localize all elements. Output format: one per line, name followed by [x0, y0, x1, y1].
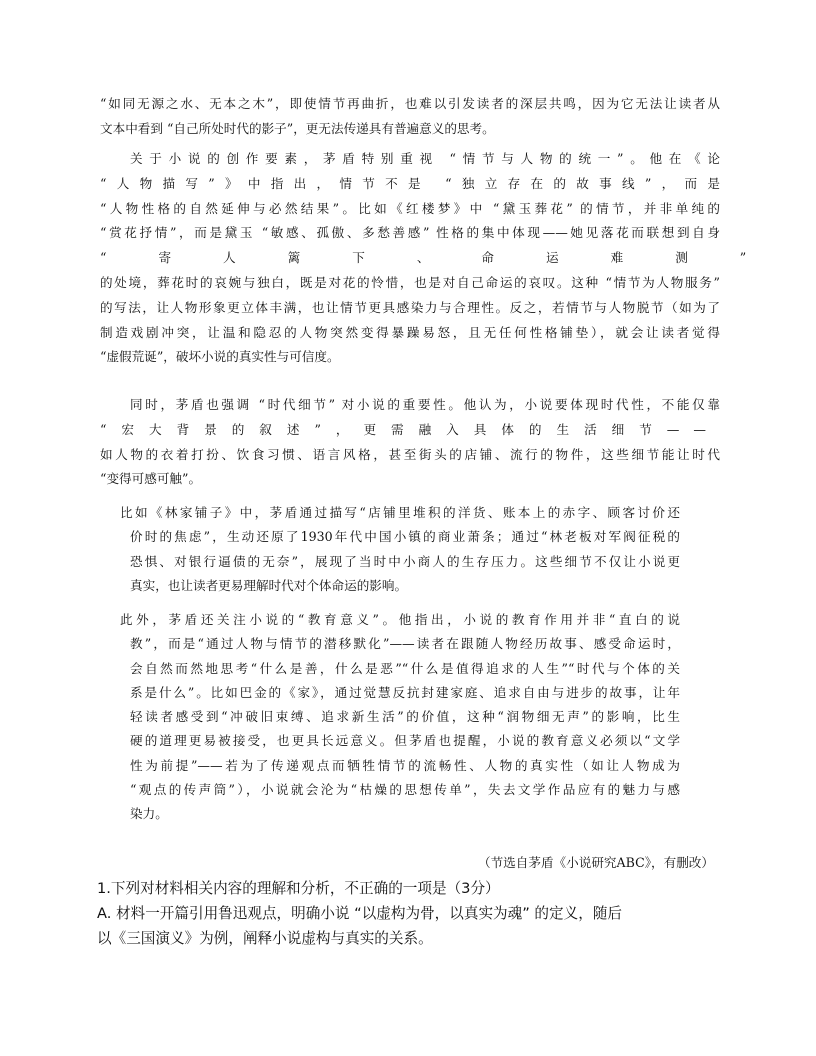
text-line: 此外，茅盾还关注小说的“教育意义”。他指出，小说的教育作用并非“直白的说 [120, 612, 680, 627]
text-line: “虚假荒诞”，破坏小说的真实性与可信度。 [100, 349, 340, 365]
text-line: 硬的道理更易被接受，也更具长远意义。但茅盾也提醒，小说的教育意义必须以“文学 [130, 733, 680, 749]
option-a-line: 以《三国演义》为例，阐释小说虚构与真实的关系。 [97, 930, 433, 947]
text-line: 真实，也让读者更易理解时代对个体命运的影响。 [130, 577, 408, 593]
text-line: 轻读者感受到“冲破旧束缚、追求新生活”的价值，这种“润物细无声”的影响，比生 [130, 709, 680, 725]
text-line: 性为前提”——若为了传递观点而牺牲情节的流畅性、人物的真实性（如让人物成为 [130, 757, 680, 773]
text-line: “赏花抒情”，而是黛玉 “敏感、孤傲、多愁善感” 性格的集中体现——她见落花而联想到自身 [100, 225, 720, 241]
text-line: “寄人篱下、命运难测” [100, 250, 799, 266]
text-line: “宏大背景的叙述”，更需融入具体的生活细节—— [100, 421, 720, 437]
text-line: “人物性格的自然延伸与必然结果”。比如《红楼梦》中 “黛玉葬花” 的情节，并非单纯的 [100, 200, 720, 216]
paragraph-2 [100, 147, 799, 370]
text-line: 制造戏剧冲突，让温和隐忍的人物突然变得暴躁易怒，且无任何性格铺垫），就会让读者觉得 [100, 324, 720, 340]
text-line: 文本中看到 “自己所处时代的影子”，更无法传递具有普遍意义的思考。 [100, 120, 495, 136]
text-line: 同时，茅盾也强调 “时代细节” 对小说的重要性。他认为，小说要体现时代性，不能仅靠 [130, 397, 720, 412]
text-line: “如同无源之水、无本之木”，即使情节再曲折，也难以引发读者的深层共鸣，因为它无法让读者从 [100, 96, 720, 111]
text-line: “变得可感可触”。 [100, 471, 202, 487]
question-stem: 1.下列对材料相关内容的理解和分析，不正确的一项是（3分） [97, 880, 500, 897]
paragraph-5 [120, 608, 680, 827]
text-line: 比如《林家铺子》中，茅盾通过描写“店铺里堆积的洋货、账本上的赤字、顾客讨价还 [120, 505, 680, 520]
paragraph-3 [100, 393, 720, 492]
option-a-line: A. 材料一开篇引用鲁迅观点，明确小说 “以虚构为骨，以真实为魂” 的定义，随后 [97, 905, 623, 922]
paragraph-4 [120, 501, 680, 598]
text-line: “观点的传声筒”），小说就会沦为“枯燥的思想传单”，失去文学作品应有的魅力与感 [130, 782, 680, 798]
text-line: 恐惧、对银行逼债的无奈”，展现了当时中小商人的生存压力。这些细节不仅让小说更 [130, 553, 680, 569]
text-line: 染力。 [130, 806, 168, 822]
text-line: 系是什么”。比如巴金的《家》，通过觉慧反抗封建家庭、追求自由与进步的故事，让年 [130, 684, 680, 700]
text-line: 如人物的衣着打扮、饮食习惯、语言风格，甚至街头的店铺、流行的物件，这些细节能让时代 [100, 446, 720, 462]
text-line: 教”，而是“通过人物与情节的潜移默化”——读者在跟随人物经历故事、感受命运时， [130, 636, 680, 652]
text-line: 会自然而然地思考“什么是善，什么是恶”“什么是值得追求的人生”“时代与个体的关 [130, 660, 680, 676]
text-line: 关于小说的创作要素，茅盾特别重视 “情节与人物的统一”。他在《论 [130, 151, 720, 166]
paragraph-1 [100, 92, 720, 142]
text-line: 的写法，让人物形象更立体丰满，也让情节更具感染力与合理性。反之，若情节与人物脱节（如为了 [100, 299, 720, 315]
text-line: 价时的焦虑”，生动还原了1930年代中国小镇的商业萧条；通过“林老板对军阀征税的 [130, 529, 680, 545]
text-line: 的处境，葬花时的哀婉与独白，既是对花的怜惜，也是对自己命运的哀叹。这种 “情节为人物服务” [100, 274, 720, 290]
text-line: “人物描写”》中指出，情节不是 “独立存在的故事线”，而是 [100, 175, 720, 191]
question-1 [97, 876, 717, 951]
source-citation: （节选自茅盾《小说研究ABC》，有删改） [477, 855, 714, 870]
